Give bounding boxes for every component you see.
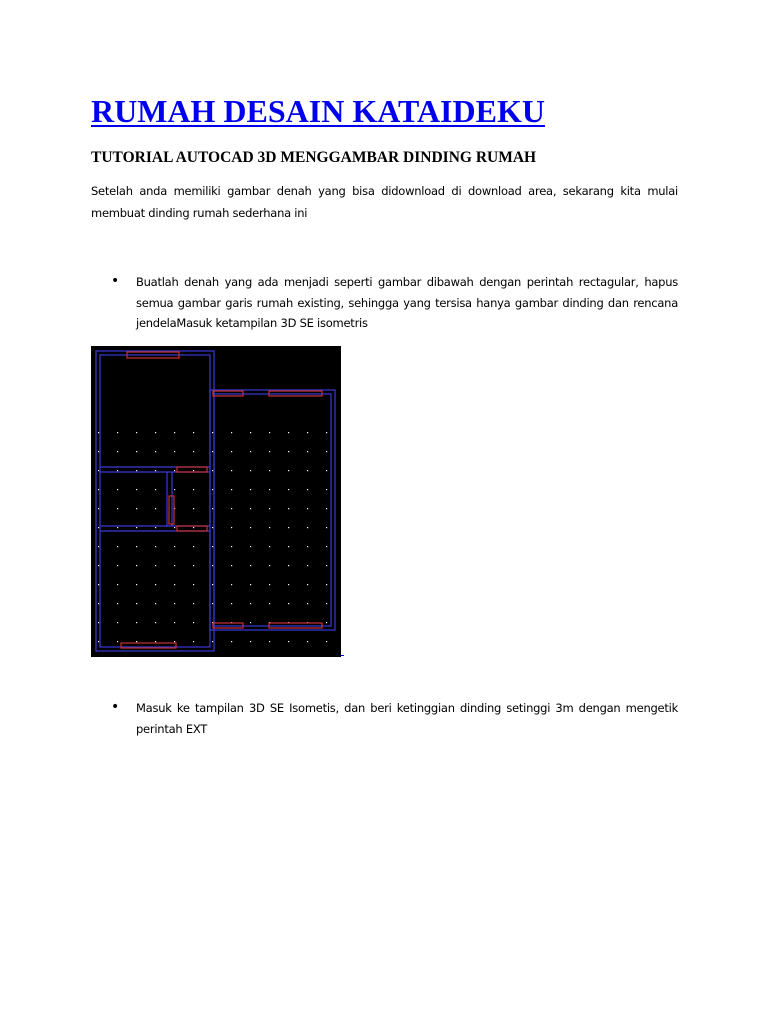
grid-dot [269, 508, 270, 509]
grid-dot [117, 451, 118, 452]
grid-dot [136, 622, 137, 623]
grid-dot [269, 470, 270, 471]
grid-dot [231, 432, 232, 433]
grid-dot [231, 527, 232, 528]
grid-dot [269, 584, 270, 585]
grid-dot [307, 603, 308, 604]
grid-dot [231, 489, 232, 490]
grid-dot [326, 527, 327, 528]
grid-dot [98, 489, 99, 490]
grid-dot [155, 451, 156, 452]
grid-dot [307, 470, 308, 471]
grid-dot [155, 641, 156, 642]
grid-dot [288, 432, 289, 433]
grid-dot [155, 584, 156, 585]
grid-dot [307, 451, 308, 452]
grid-dot [117, 622, 118, 623]
grid-dot [193, 622, 194, 623]
grid-dot [98, 622, 99, 623]
grid-dot [136, 584, 137, 585]
grid-dot [326, 546, 327, 547]
grid-dot [193, 470, 194, 471]
grid-dot [212, 603, 213, 604]
grid-dot [193, 432, 194, 433]
grid-dot [98, 470, 99, 471]
grid-dot [231, 641, 232, 642]
bullet-icon: • [111, 699, 120, 715]
grid-dot [269, 527, 270, 528]
grid-dot [174, 470, 175, 471]
grid-dot [212, 527, 213, 528]
grid-dot [98, 603, 99, 604]
grid-dot [98, 546, 99, 547]
bullet-icon: • [111, 273, 120, 289]
grid-dot [269, 546, 270, 547]
grid-dot [250, 584, 251, 585]
grid-dot [155, 622, 156, 623]
step-1-text: Buatlah denah yang ada menjadi seperti gambar dibawah dengan perintah rectagular, hapus semua gambar garis rumah existing, sehingga yang tersisa hanya gambar dinding dan rencana jendelaMasuk ketampilan 3D SE isometris [136, 275, 678, 330]
grid-dot [231, 603, 232, 604]
grid-dot [231, 470, 232, 471]
grid-dot [326, 451, 327, 452]
grid-dot [307, 489, 308, 490]
grid-dot [212, 489, 213, 490]
grid-dot [117, 527, 118, 528]
grid-dot [288, 470, 289, 471]
grid-dot [250, 489, 251, 490]
grid-dot [231, 584, 232, 585]
grid-dot [117, 508, 118, 509]
grid-dot [269, 489, 270, 490]
grid-dot [288, 603, 289, 604]
grid-dot [117, 470, 118, 471]
grid-dot [193, 603, 194, 604]
grid-dot [136, 508, 137, 509]
grid-dot [250, 470, 251, 471]
grid-dot [155, 565, 156, 566]
grid-dot [326, 641, 327, 642]
grid-dot [155, 603, 156, 604]
grid-dot [174, 489, 175, 490]
grid-dot [193, 489, 194, 490]
grid-dot [269, 641, 270, 642]
grid-dot [174, 641, 175, 642]
grid-dot [269, 603, 270, 604]
grid-dot [155, 546, 156, 547]
step-2-text: Masuk ke tampilan 3D SE Isometis, dan beri ketinggian dinding setinggi 3m dengan mengetik perintah EXT [136, 701, 678, 736]
grid-dot [155, 489, 156, 490]
grid-dot [288, 546, 289, 547]
grid-dot [250, 432, 251, 433]
grid-dot [193, 565, 194, 566]
grid-dot [212, 508, 213, 509]
grid-dot [212, 565, 213, 566]
grid-dot [136, 546, 137, 547]
grid-dot [174, 432, 175, 433]
grid-dot [117, 432, 118, 433]
grid-dot [155, 527, 156, 528]
grid-dot [326, 508, 327, 509]
grid-dot [98, 584, 99, 585]
grid-dot [307, 565, 308, 566]
grid-dot [117, 641, 118, 642]
grid-dot [193, 641, 194, 642]
grid-dot [326, 565, 327, 566]
grid-dot [98, 432, 99, 433]
grid-dot [307, 641, 308, 642]
grid-dot [269, 451, 270, 452]
grid-dot [269, 565, 270, 566]
grid-dot [117, 603, 118, 604]
floor-plan-image[interactable] [91, 346, 341, 657]
grid-dot [98, 527, 99, 528]
grid-dot [117, 565, 118, 566]
grid-dot [174, 451, 175, 452]
grid-dot [212, 432, 213, 433]
grid-dot [136, 565, 137, 566]
grid-dot [250, 622, 251, 623]
grid-dot [98, 641, 99, 642]
grid-dot [193, 527, 194, 528]
grid-dot [326, 489, 327, 490]
windows [121, 352, 322, 648]
grid-dot [250, 451, 251, 452]
grid-dot [193, 508, 194, 509]
grid-dot [136, 603, 137, 604]
grid-dot [193, 584, 194, 585]
grid-dot [250, 527, 251, 528]
grid-dot [212, 546, 213, 547]
grid-dot [250, 603, 251, 604]
intro-paragraph: Setelah anda memiliki gambar denah yang bisa didownload di download area, sekarang kita mulai membuat dinding rumah sederhana ini [91, 184, 678, 220]
page-title-link[interactable]: RUMAH DESAIN KATAIDEKU [91, 93, 545, 129]
grid-dot [212, 641, 213, 642]
grid-dot [326, 584, 327, 585]
grid-dot [326, 432, 327, 433]
grid-dot [231, 565, 232, 566]
grid-dot [136, 489, 137, 490]
grid-dot [326, 622, 327, 623]
grid-dot [250, 565, 251, 566]
grid-dot [307, 432, 308, 433]
grid-dot [288, 489, 289, 490]
grid-dot [250, 508, 251, 509]
grid-dot [117, 584, 118, 585]
article-subtitle: TUTORIAL AUTOCAD 3D MENGGAMBAR DINDING RUMAH [91, 149, 537, 166]
grid-dot [231, 546, 232, 547]
grid-dot [231, 508, 232, 509]
grid-dot [288, 565, 289, 566]
grid-dot [174, 584, 175, 585]
grid-dot [326, 603, 327, 604]
grid-dot [136, 470, 137, 471]
grid-dot [288, 508, 289, 509]
grid-dot [174, 546, 175, 547]
grid-dot [136, 432, 137, 433]
grid-dot [288, 451, 289, 452]
grid-dot [117, 489, 118, 490]
grid-dot [326, 470, 327, 471]
grid-dot [136, 641, 137, 642]
grid-dot [250, 641, 251, 642]
grid-dot [174, 565, 175, 566]
grid-dot [212, 451, 213, 452]
grid-dot [98, 451, 99, 452]
grid-dot [155, 508, 156, 509]
grid-dot [212, 584, 213, 585]
grid-dot [136, 527, 137, 528]
grid-dot [250, 546, 251, 547]
grid-dot [98, 508, 99, 509]
grid-dot [136, 451, 137, 452]
grid-dot [98, 565, 99, 566]
grid-dot [288, 641, 289, 642]
grid-dot [174, 527, 175, 528]
grid-dot [307, 584, 308, 585]
grid-dot [307, 527, 308, 528]
grid-dot [193, 451, 194, 452]
grid-dot [174, 622, 175, 623]
grid-dot [117, 546, 118, 547]
grid-dot [269, 432, 270, 433]
grid-dot [174, 603, 175, 604]
grid-dot [288, 527, 289, 528]
grid-dot [155, 470, 156, 471]
grid-dot [193, 546, 194, 547]
grid-dot [307, 546, 308, 547]
floor-plan-drawing [91, 346, 341, 657]
image-link-underline [341, 655, 344, 656]
grid-dot [288, 584, 289, 585]
grid-dot [155, 432, 156, 433]
grid-dot [307, 508, 308, 509]
grid-dot [231, 451, 232, 452]
grid-dot [212, 470, 213, 471]
